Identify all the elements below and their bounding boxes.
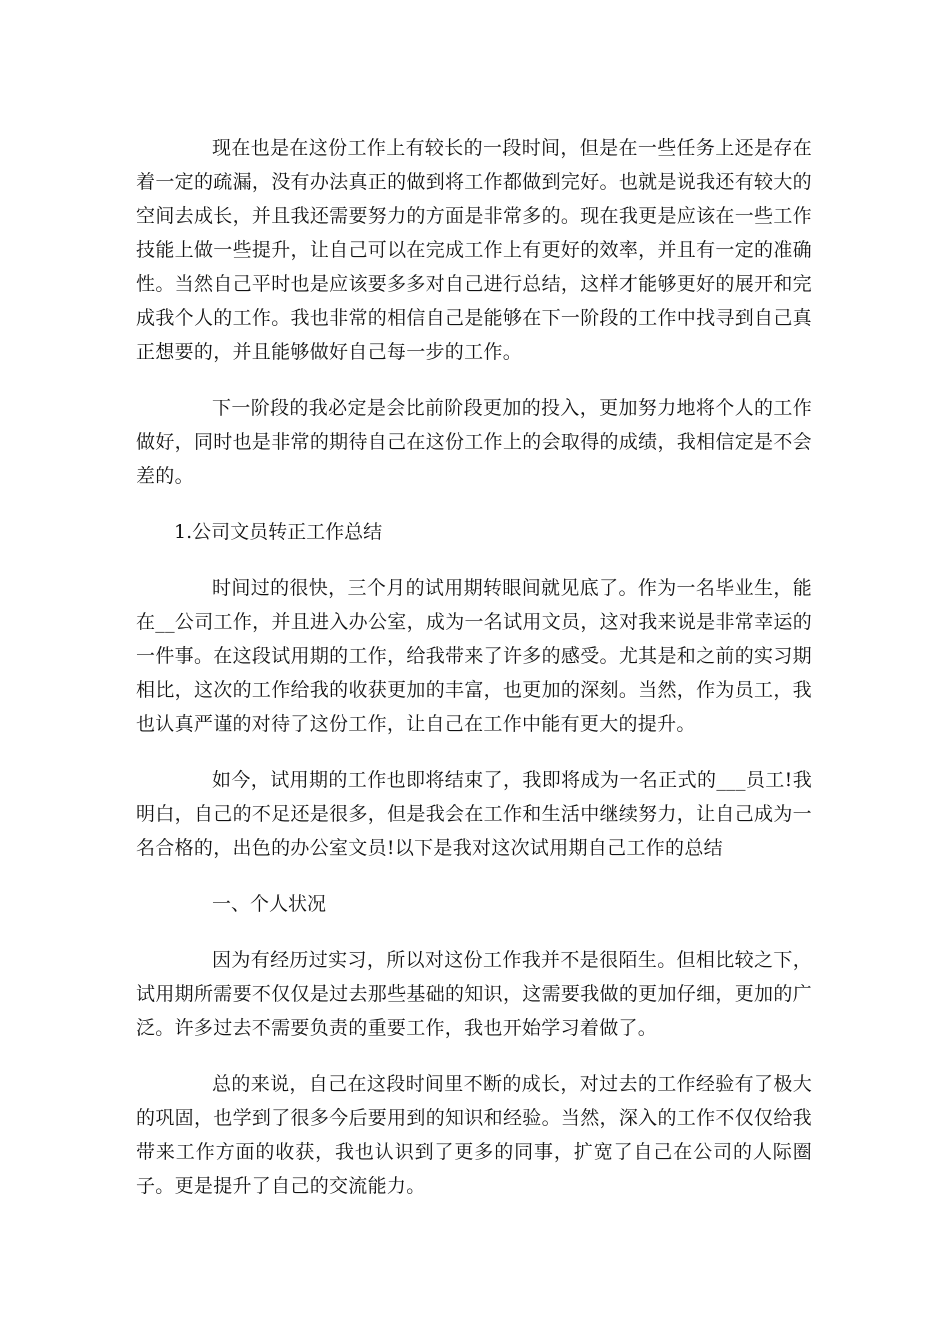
- section-title: 1.公司文员转正工作总结: [174, 521, 383, 543]
- paragraph-3: 时间过的很快，三个月的试用期转眼间就见底了。作为一名毕业生，能在__公司工作，并且进入办公室，成为一名试用文员，这对我来说是非常幸运的一件事。在这段试用期的工作，给我带来了许多的感受。尤其是和之前的实习期相比，这次的工作给我的收获更加的丰富，也更加的深刻。当然，作为员工，我也认真严谨的对待了这份工作，让自己在工作中能有更大的提升。: [136, 577, 812, 735]
- paragraph-5: 因为有经历过实习，所以对这份工作我并不是很陌生。但相比较之下，试用期所需要不仅仅是过去那些基础的知识，这需要我做的更加仔细，更加的广泛。许多过去不需要负责的重要工作，我也开始学习着做了。: [136, 949, 812, 1039]
- document-page: [136, 131, 812, 1203]
- paragraph-1: 现在也是在这份工作上有较长的一段时间，但是在一些任务上还是存在着一定的疏漏，没有办法真正的做到将工作都做到完好。也就是说我还有较大的空间去成长，并且我还需要努力的方面是非常多的。现在我更是应该在一些工作技能上做一些提升，让自己可以在完成工作上有更好的效率，并且有一定的准确性。当然自己平时也是应该要多多对自己进行总结，这样才能够更好的展开和完成我个人的工作。我也非常的相信自己是能够在下一阶段的工作中找寻到自己真正想要的，并且能够做好自己每一步的工作。: [136, 137, 812, 363]
- subsection-title: 一、个人状况: [212, 893, 327, 915]
- paragraph-2: 下一阶段的我必定是会比前阶段更加的投入，更加努力地将个人的工作做好，同时也是非常的期待自己在这份工作上的会取得的成绩，我相信定是不会差的。: [136, 397, 812, 487]
- paragraph-4: 如今，试用期的工作也即将结束了，我即将成为一名正式的___员工!我明白，自己的不足还是很多，但是我会在工作和生活中继续努力，让自己成为一名合格的，出色的办公室文员!以下是我对这次试用期自己工作的总结: [136, 769, 812, 859]
- paragraph-6: 总的来说，自己在这段时间里不断的成长，对过去的工作经验有了极大的巩固，也学到了很多今后要用到的知识和经验。当然，深入的工作不仅仅给我带来工作方面的收获，我也认识到了更多的同事，扩宽了自己在公司的人际圈子。更是提升了自己的交流能力。: [136, 1073, 812, 1197]
